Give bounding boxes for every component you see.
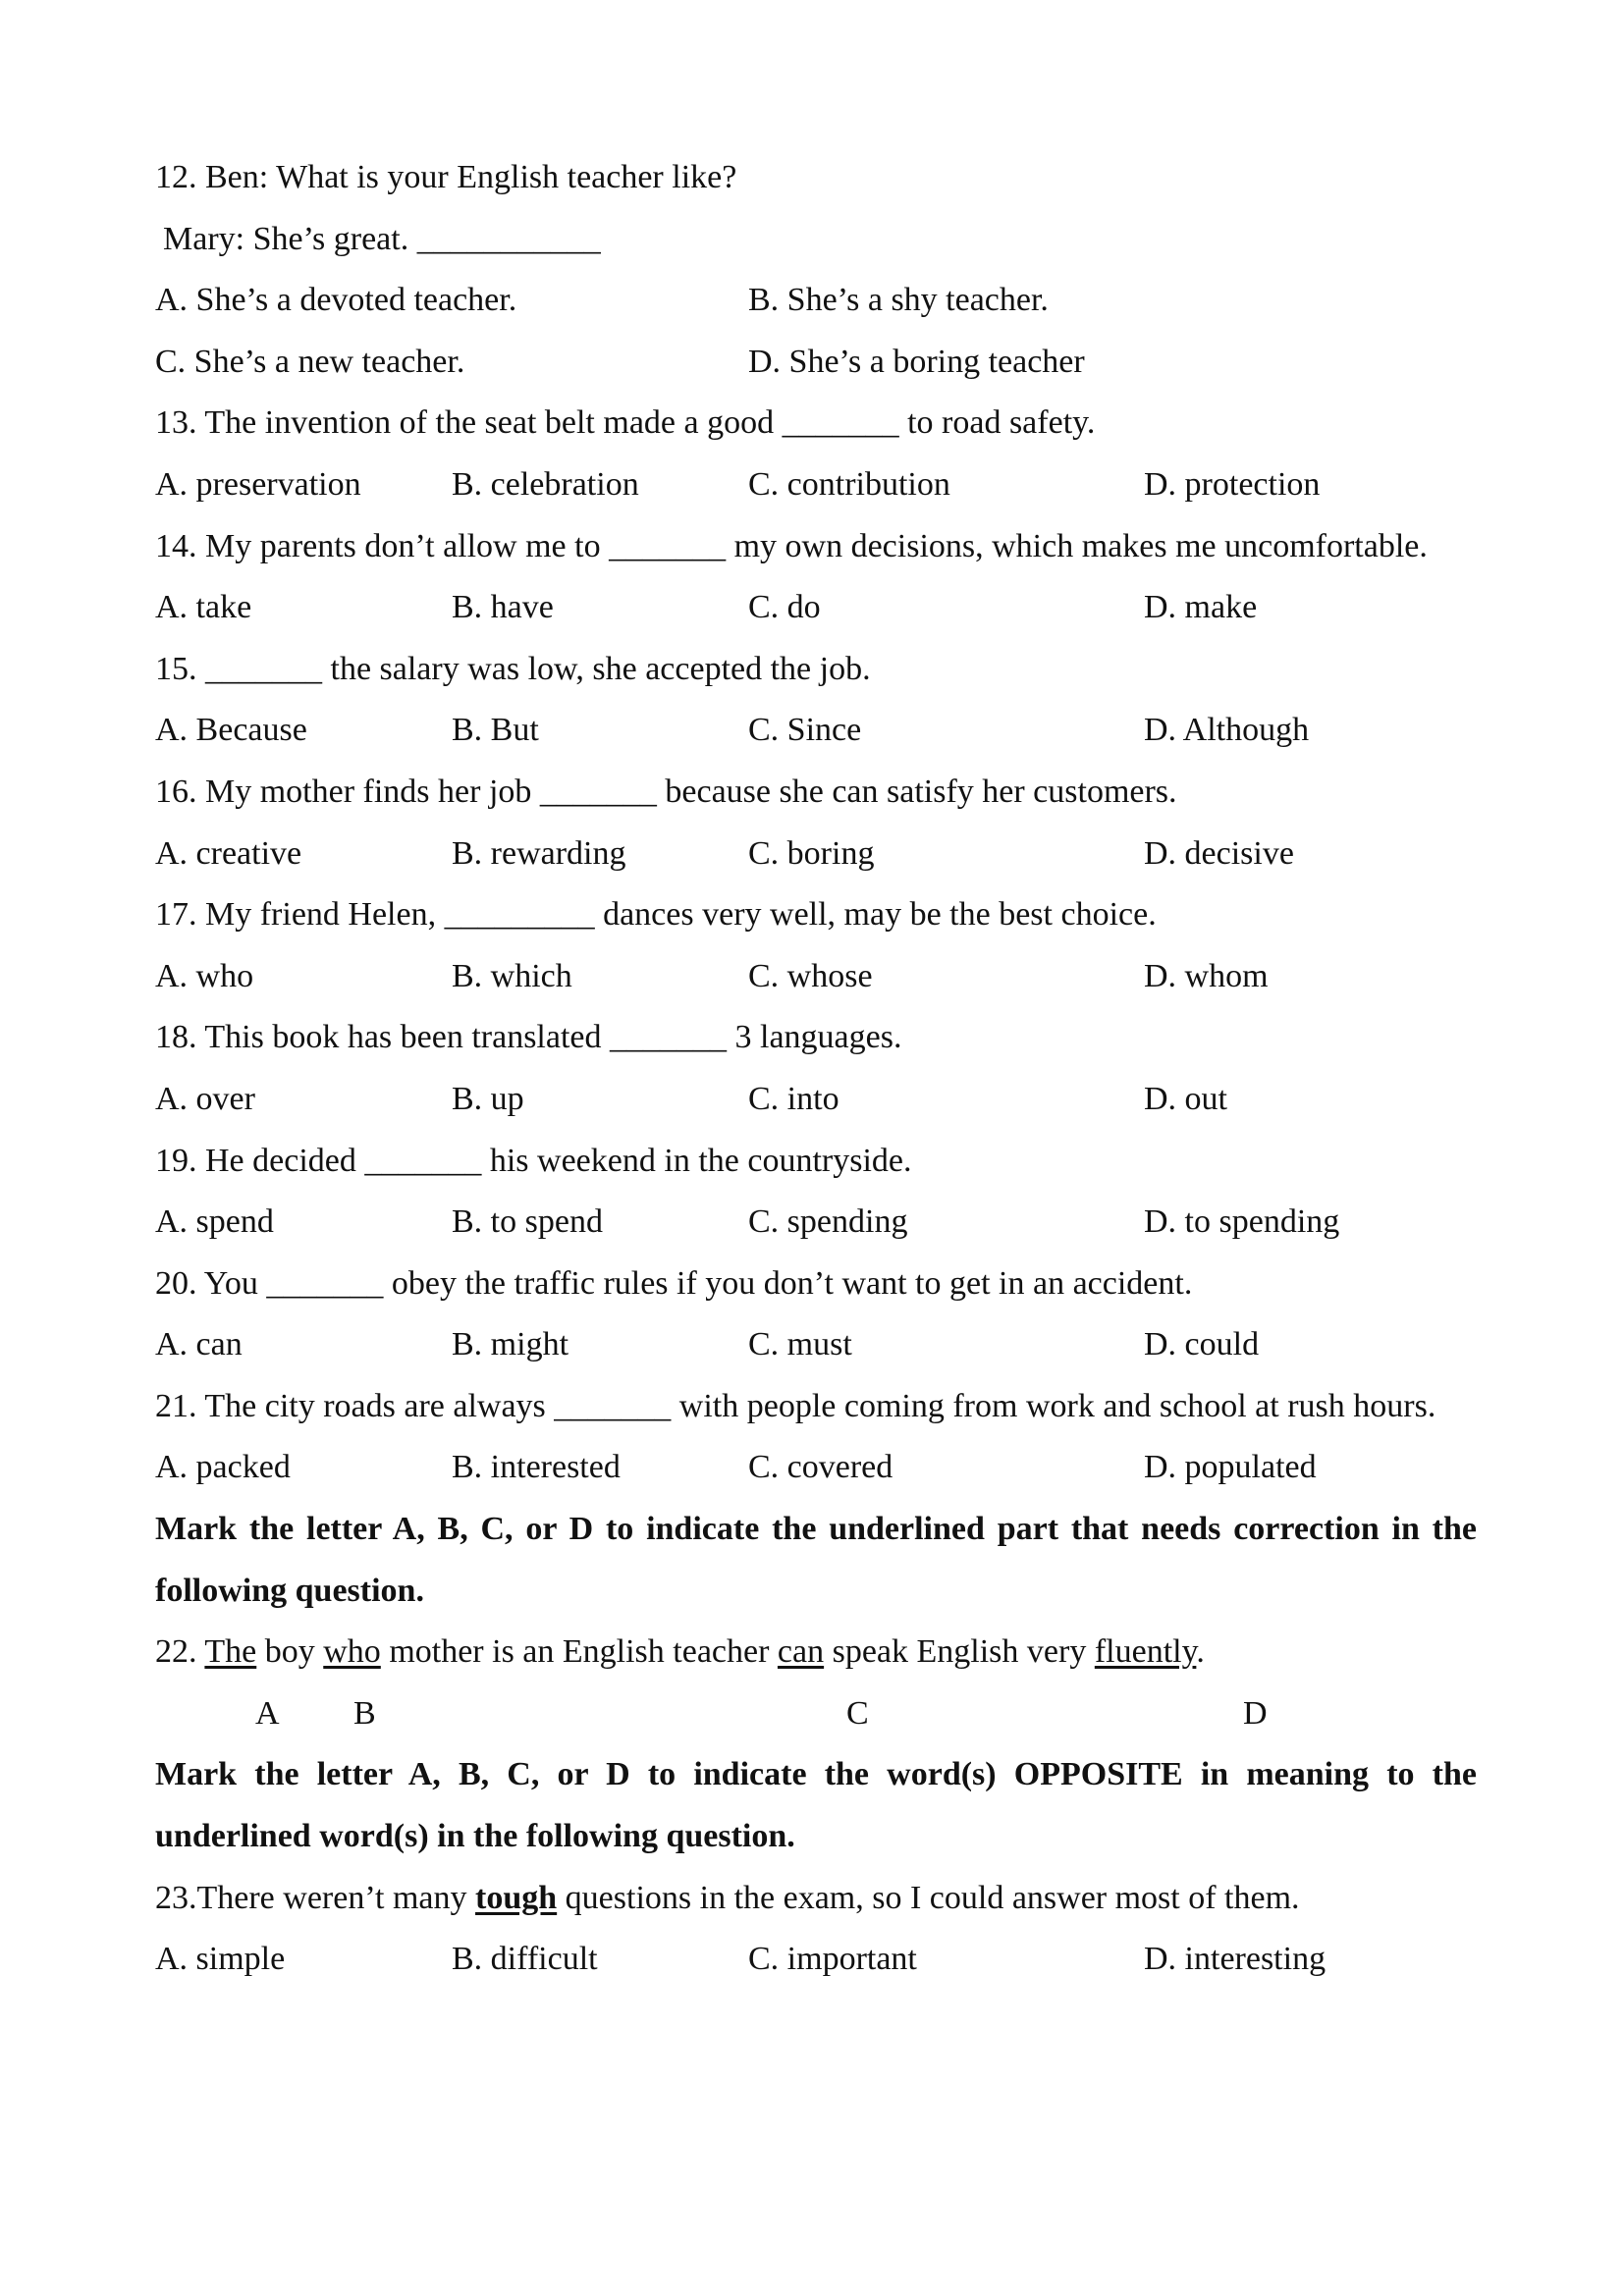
- question-14-option-d[interactable]: D. make: [1144, 589, 1258, 626]
- question-12-option-d[interactable]: D. She’s a boring teacher: [748, 343, 1085, 380]
- question-15-option-a[interactable]: A. Because: [155, 712, 307, 749]
- question-21-option-d[interactable]: D. populated: [1144, 1449, 1317, 1486]
- question-16-option-a[interactable]: A. creative: [155, 834, 302, 872]
- question-23-options: [155, 1929, 1477, 1991]
- question-20-option-d[interactable]: D. could: [1144, 1326, 1260, 1363]
- question-21-stem: 21. The city roads are always _______ with people coming from work and school at rush hours.: [155, 1387, 1436, 1424]
- question-22-letter-c[interactable]: C: [846, 1694, 869, 1732]
- question-19-option-b[interactable]: B. to spend: [452, 1203, 603, 1241]
- question-13-stem: 13. The invention of the seat belt made a good _______ to road safety.: [155, 404, 1096, 442]
- question-17-option-d[interactable]: D. whom: [1144, 957, 1269, 994]
- question-21-option-a[interactable]: A. packed: [155, 1449, 291, 1486]
- question-15-option-b[interactable]: B. But: [452, 712, 539, 749]
- question-13-option-b[interactable]: B. celebration: [452, 465, 639, 503]
- question-22-underlined-b: who: [323, 1633, 381, 1671]
- question-12-stem: 12. Ben: What is your English teacher like?: [155, 159, 737, 195]
- question-17-options: [155, 946, 1477, 1008]
- question-13-option-a[interactable]: A. preservation: [155, 465, 361, 503]
- question-14-stem: 14. My parents don’t allow me to _______ my own decisions, which makes me uncomfortable.: [155, 527, 1428, 564]
- question-20-option-c[interactable]: C. must: [748, 1326, 852, 1363]
- question-22-letters: [155, 1683, 1477, 1745]
- question-23-suffix: questions in the exam, so I could answer most of them.: [557, 1879, 1300, 1916]
- question-18-stem: 18. This book has been translated _______ 3 languages.: [155, 1019, 902, 1056]
- question-12-reply: Mary: She’s great. ___________: [163, 220, 601, 257]
- question-16-option-d[interactable]: D. decisive: [1144, 834, 1294, 872]
- question-18-options: [155, 1069, 1477, 1131]
- question-21-options: [155, 1437, 1477, 1499]
- question-21-option-b[interactable]: B. interested: [452, 1449, 621, 1486]
- question-13-options: [155, 454, 1477, 516]
- question-22-text-3: speak English very: [824, 1633, 1095, 1671]
- question-12-option-c[interactable]: C. She’s a new teacher.: [155, 343, 465, 380]
- question-12-option-a[interactable]: A. She’s a devoted teacher.: [155, 282, 517, 319]
- question-22-letter-d[interactable]: D: [1243, 1694, 1268, 1732]
- question-23-keyword: tough: [475, 1879, 558, 1916]
- question-18-option-d[interactable]: D. out: [1144, 1080, 1227, 1117]
- question-15-stem: 15. _______ the salary was low, she accepted the job.: [155, 650, 871, 687]
- question-22-text-1: boy: [256, 1633, 324, 1671]
- question-20-option-a[interactable]: A. can: [155, 1326, 243, 1363]
- question-17-stem: 17. My friend Helen, _________ dances very well, may be the best choice.: [155, 896, 1157, 934]
- question-22-text-2: mother is an English teacher: [380, 1633, 778, 1671]
- question-16-options: [155, 824, 1477, 885]
- question-23-option-c[interactable]: C. important: [748, 1941, 917, 1978]
- question-22-underlined-d: fluently: [1094, 1633, 1197, 1671]
- question-13-option-d[interactable]: D. protection: [1144, 465, 1321, 503]
- instruction-correction: Mark the letter A, B, C, or D to indicate the underlined part that needs correction in the following question.: [155, 1511, 1477, 1609]
- question-17-option-c[interactable]: C. whose: [748, 957, 873, 994]
- question-22-prefix: 22.: [155, 1633, 205, 1671]
- question-18-option-a[interactable]: A. over: [155, 1080, 255, 1117]
- instruction-opposite: Mark the letter A, B, C, or D to indicate the word(s) OPPOSITE in meaning to the underlined word(s) in the following question.: [155, 1756, 1477, 1855]
- question-20-option-b[interactable]: B. might: [452, 1326, 569, 1363]
- question-22-letter-b[interactable]: B: [353, 1694, 376, 1732]
- question-21-option-c[interactable]: C. covered: [748, 1449, 893, 1486]
- question-18-option-b[interactable]: B. up: [452, 1080, 524, 1117]
- question-23-prefix: 23.There weren’t many: [155, 1879, 476, 1916]
- question-14-option-a[interactable]: A. take: [155, 589, 252, 626]
- question-12-options-row-2: [155, 332, 1477, 394]
- question-22-underlined-c: can: [777, 1633, 825, 1671]
- question-17-option-a[interactable]: A. who: [155, 957, 254, 994]
- question-23-option-d[interactable]: D. interesting: [1144, 1941, 1326, 1978]
- worksheet-page: [155, 147, 1477, 1991]
- question-19-option-a[interactable]: A. spend: [155, 1203, 274, 1241]
- question-15-options: [155, 700, 1477, 762]
- question-23-option-b[interactable]: B. difficult: [452, 1941, 598, 1978]
- question-15-option-c[interactable]: C. Since: [748, 712, 862, 749]
- question-22-letter-a[interactable]: A: [255, 1694, 280, 1732]
- question-14-option-b[interactable]: B. have: [452, 589, 554, 626]
- question-16-stem: 16. My mother finds her job _______ because she can satisfy her customers.: [155, 773, 1177, 810]
- question-20-options: [155, 1314, 1477, 1376]
- question-16-option-b[interactable]: B. rewarding: [452, 834, 626, 872]
- question-12-options-row-1: [155, 270, 1477, 332]
- question-19-stem: 19. He decided _______ his weekend in the countryside.: [155, 1142, 912, 1179]
- question-19-option-d[interactable]: D. to spending: [1144, 1203, 1340, 1241]
- question-12-option-b[interactable]: B. She’s a shy teacher.: [748, 282, 1049, 319]
- question-18-option-c[interactable]: C. into: [748, 1080, 839, 1117]
- question-14-options: [155, 577, 1477, 639]
- question-17-option-b[interactable]: B. which: [452, 957, 572, 994]
- question-15-option-d[interactable]: D. Although: [1144, 712, 1310, 749]
- question-14-option-c[interactable]: C. do: [748, 589, 821, 626]
- question-22-text-4: .: [1196, 1633, 1205, 1671]
- question-13-option-c[interactable]: C. contribution: [748, 465, 950, 503]
- question-19-option-c[interactable]: C. spending: [748, 1203, 908, 1241]
- question-23-option-a[interactable]: A. simple: [155, 1941, 286, 1978]
- question-16-option-c[interactable]: C. boring: [748, 834, 875, 872]
- question-22-stem: [155, 1622, 1477, 1683]
- question-19-options: [155, 1192, 1477, 1254]
- question-22-underlined-a: The: [204, 1633, 257, 1671]
- question-20-stem: 20. You _______ obey the traffic rules if you don’t want to get in an accident.: [155, 1264, 1193, 1302]
- question-23-stem: [155, 1868, 1477, 1930]
